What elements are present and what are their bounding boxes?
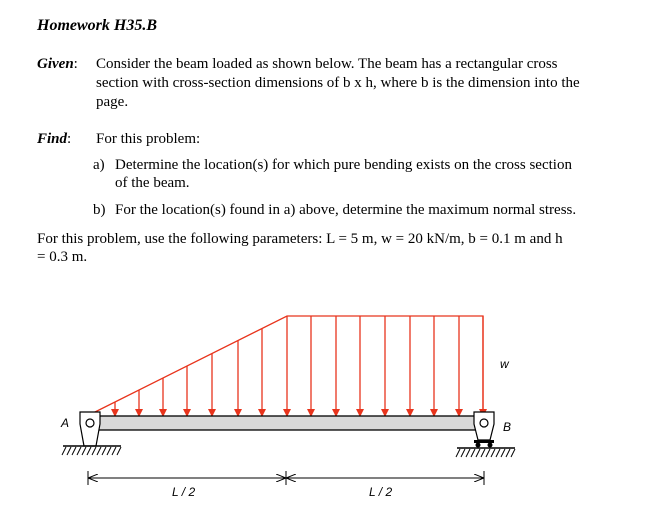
label-b: B (503, 420, 512, 434)
given-text-line-3: page. (96, 94, 129, 110)
dimension-lines (88, 471, 484, 485)
page-title: Homework H35.B (37, 17, 158, 34)
dimension-left-label: L / 2 (172, 485, 196, 499)
part-a-line-1: Determine the location(s) for which pure bending exists on the cross section (115, 157, 572, 173)
find-label: Find (37, 131, 68, 147)
given-label: Given (37, 56, 74, 72)
distributed-load (87, 316, 483, 416)
part-a-marker: a) (93, 157, 105, 173)
load-intensity-label: w (500, 357, 509, 371)
label-a: A (61, 416, 70, 430)
given-text-line-2: section with cross-section dimensions of b x h, where b is the dimension into the (96, 75, 580, 91)
part-a-line-2: of the beam. (115, 175, 190, 191)
params-line-2: = 0.3 m. (37, 249, 88, 265)
load-outline (87, 316, 483, 416)
given-colon: : (73, 56, 78, 72)
given-text-line-1: Consider the beam loaded as shown below. The beam has a rectangular cross (96, 56, 558, 72)
params-line-1: For this problem, use the following parameters: L = 5 m, w = 20 kN/m, b = 0.1 m and h (37, 231, 563, 247)
find-intro: For this problem: (96, 131, 201, 147)
load-arrows (115, 316, 483, 416)
find-colon: : (67, 131, 72, 147)
dimension-right-label: L / 2 (369, 485, 393, 499)
part-b-marker: b) (93, 202, 106, 218)
beam (92, 416, 485, 430)
part-b-line-1: For the location(s) found in a) above, determine the maximum normal stress. (115, 202, 577, 218)
